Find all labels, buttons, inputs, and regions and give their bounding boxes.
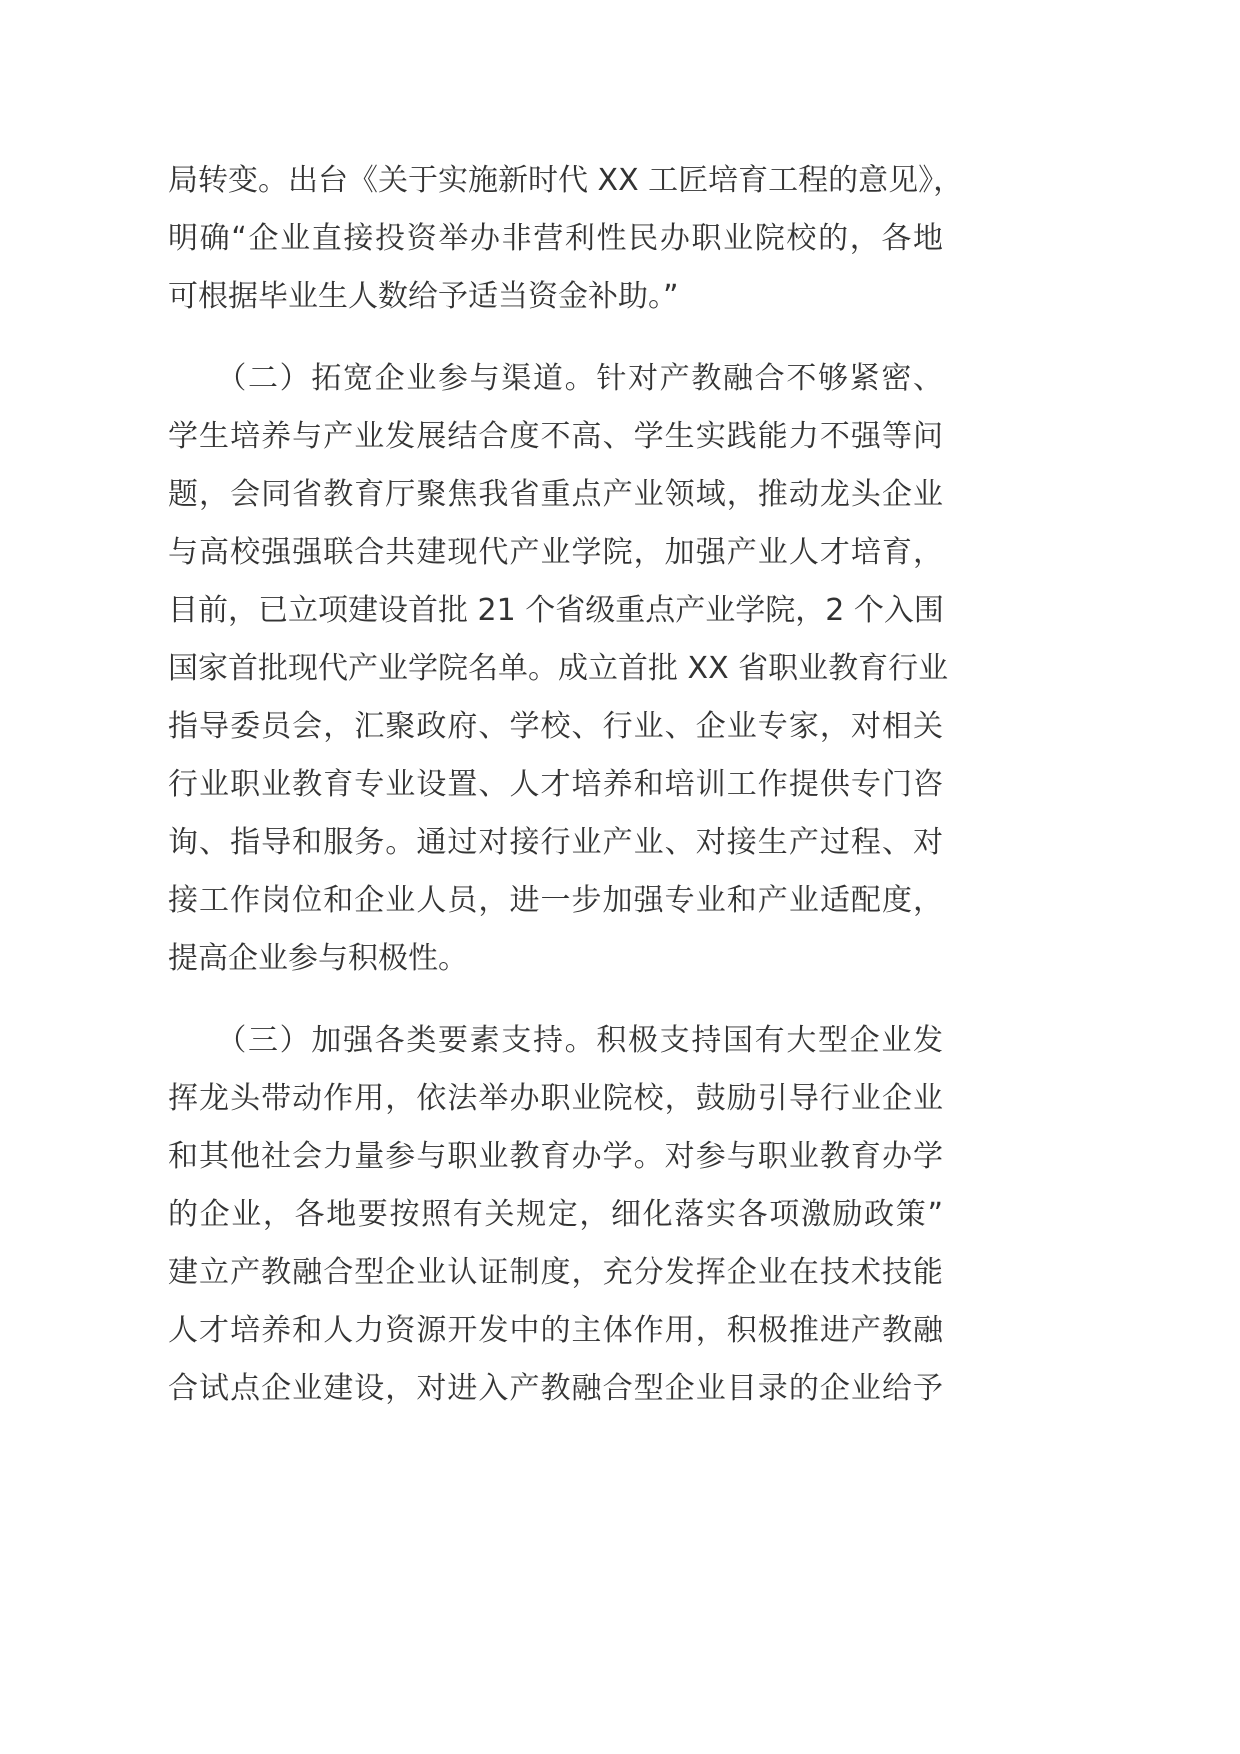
text-line: 建立产教融合型企业认证制度，充分发挥企业在技术技能 xyxy=(168,1255,943,1290)
paragraph-section-2 xyxy=(168,350,949,988)
text-line: 与高校强强联合共建现代产业学院，加强产业人才培育， xyxy=(168,535,943,570)
text-line: 挥龙头带动作用，依法举办职业院校，鼓励引导行业企业 xyxy=(168,1081,943,1116)
text-line: 询、指导和服务。通过对接行业产业、对接生产过程、对 xyxy=(168,825,943,860)
text-line: 国家首批现代产业学院名单。成立首批 XX 省职业教育行业 xyxy=(168,651,949,686)
text-line: 提高企业参与积极性。 xyxy=(168,941,468,976)
paragraph-section-3 xyxy=(168,1012,943,1418)
paragraph-policy-subsidy xyxy=(168,152,964,326)
text-line: 学生培养与产业发展结合度不高、学生实践能力不强等问 xyxy=(168,419,943,454)
section-heading-line: （二）拓宽企业参与渠道。针对产教融合不够紧密、 xyxy=(168,361,943,396)
text-line: 局转变。出台《关于实施新时代 XX 工匠培育工程的意见》， xyxy=(168,163,964,198)
text-line: 人才培养和人力资源开发中的主体作用，积极推进产教融 xyxy=(168,1313,943,1348)
text-line: 接工作岗位和企业人员，进一步加强专业和产业适配度， xyxy=(168,883,943,918)
text-line: 明确“企业直接投资举办非营利性民办职业院校的，各地 xyxy=(168,221,943,256)
text-line: 的企业，各地要按照有关规定，细化落实各项激励政策” xyxy=(168,1197,943,1232)
text-line: 可根据毕业生人数给予适当资金补助。” xyxy=(168,279,679,314)
text-line: 指导委员会，汇聚政府、学校、行业、企业专家，对相关 xyxy=(168,709,943,744)
text-line: 行业职业教育专业设置、人才培养和培训工作提供专门咨 xyxy=(168,767,943,802)
section-heading-line: （三）加强各类要素支持。积极支持国有大型企业发 xyxy=(168,1023,943,1058)
text-line: 和其他社会力量参与职业教育办学。对参与职业教育办学 xyxy=(168,1139,943,1174)
text-line: 合试点企业建设，对进入产教融合型企业目录的企业给予 xyxy=(168,1371,943,1406)
document-page xyxy=(168,152,964,1418)
text-line: 目前，已立项建设首批 21 个省级重点产业学院，2 个入围 xyxy=(168,593,944,628)
text-line: 题，会同省教育厅聚焦我省重点产业领域，推动龙头企业 xyxy=(168,477,943,512)
